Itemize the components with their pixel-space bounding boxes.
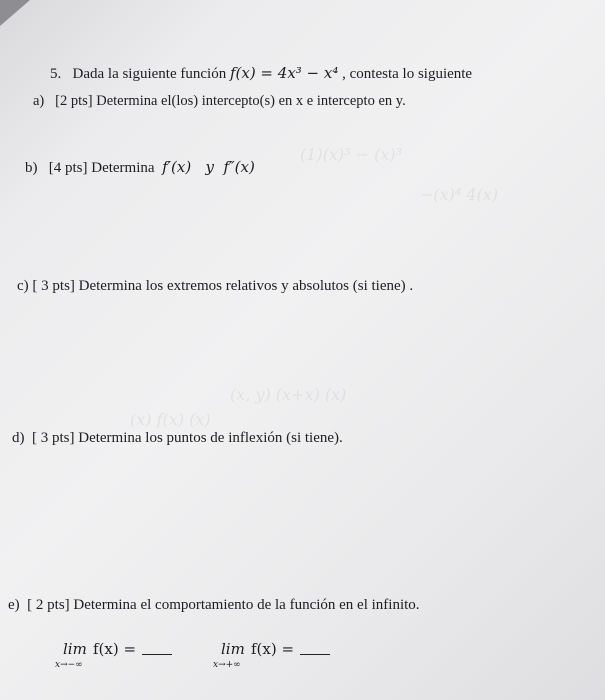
- answer-blank[interactable]: [142, 654, 172, 655]
- show-through-marks-4: (x) f(x) (x): [130, 410, 211, 429]
- item-e: [8, 597, 420, 614]
- item-b-derivatives: f′(x) y f″(x): [162, 158, 255, 176]
- item-d-label: d): [12, 430, 25, 446]
- item-b-label: b): [25, 160, 38, 176]
- item-a-text: [2 pts] Determina el(los) intercepto(s) en x e intercepto en y.: [55, 93, 406, 109]
- item-a-label: a): [33, 93, 45, 109]
- function-expression: f(x) = 4x³ − x⁴: [229, 64, 339, 82]
- item-d-text: [ 3 pts] Determina los puntos de inflexión (si tiene).: [32, 430, 343, 446]
- show-through-marks: (1)(x)³ − (x)³: [300, 145, 403, 164]
- item-c-text: [ 3 pts] Determina los extremos relativos y absolutos (si tiene) .: [32, 278, 414, 294]
- item-e-text: [ 2 pts] Determina el comportamiento de la función en el infinito.: [27, 597, 420, 613]
- limit-word: lim: [221, 640, 245, 658]
- item-e-label: e): [8, 597, 20, 613]
- limit-expression: f(x) =: [93, 640, 172, 658]
- show-through-marks-3: (x, y) (x+x) (x): [230, 385, 347, 404]
- problem-number: 5.: [50, 66, 62, 82]
- limit-subscript: x→−∞: [55, 660, 83, 670]
- item-d: [12, 430, 343, 447]
- answer-blank[interactable]: [300, 654, 330, 655]
- problem-intro-end: , contesta lo siguiente: [342, 66, 473, 82]
- problem-intro: Dada la siguiente función: [72, 66, 227, 82]
- limit-word: lim: [63, 640, 87, 658]
- item-c: [17, 278, 413, 295]
- item-b-text: [4 pts] Determina: [48, 160, 155, 176]
- item-a: [33, 93, 406, 110]
- limit-negative-infinity: [55, 640, 205, 676]
- page-corner-shadow: [0, 0, 30, 26]
- limit-expression: f(x) =: [251, 640, 330, 658]
- limit-subscript: x→+∞: [213, 660, 241, 670]
- show-through-marks-2: −(x)⁴ 4(x): [420, 185, 499, 204]
- limit-positive-infinity: [213, 640, 373, 676]
- item-c-label: c): [17, 278, 29, 294]
- problem-header: [50, 64, 472, 83]
- item-b: [25, 158, 255, 177]
